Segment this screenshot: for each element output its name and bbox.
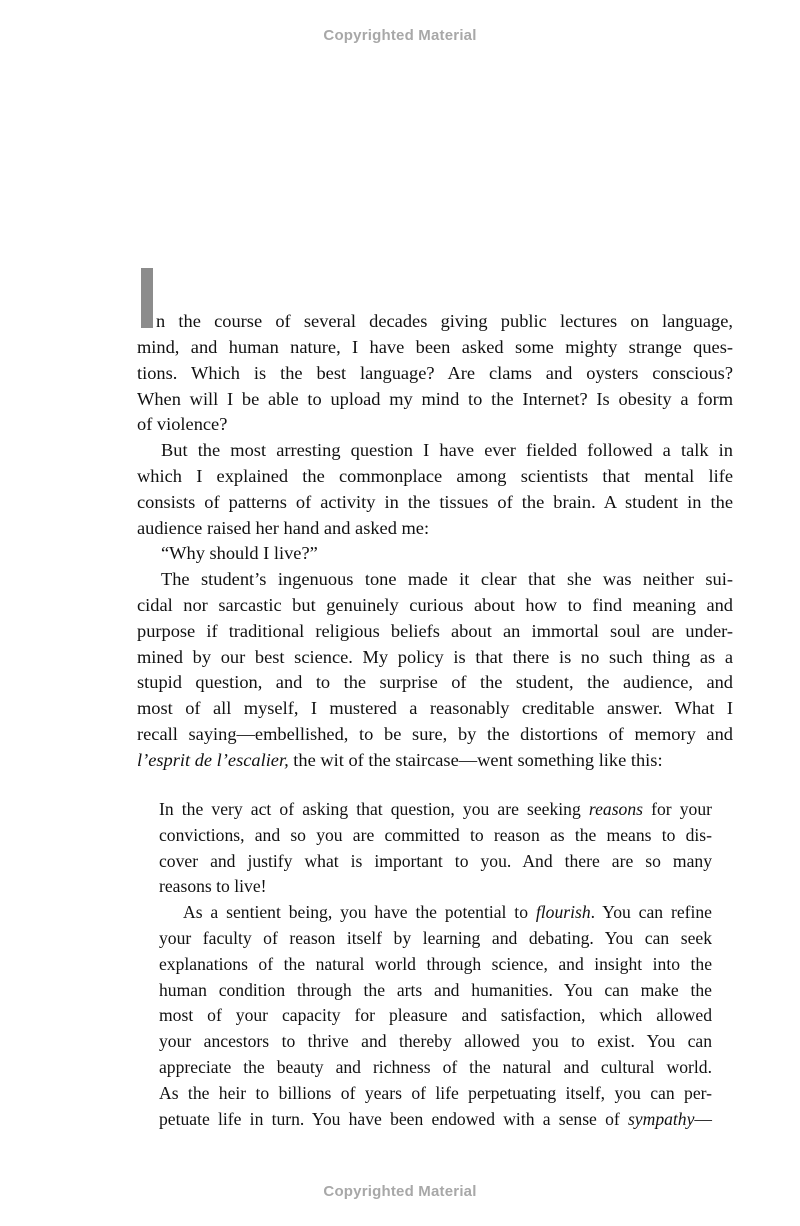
text-line: mined by our best science. My policy is that there is no such thing as a: [137, 646, 733, 667]
text-line: The student’s ingenuous tone made it clear that she was neither sui-: [161, 569, 733, 590]
italic-word: sympathy: [627, 1108, 695, 1129]
text-line: convictions, and so you are committed to reason as the means to dis-: [159, 824, 712, 845]
text-line: your ancestors to thrive and thereby allowed you to exist. You can: [159, 1031, 712, 1052]
copyright-watermark-bottom: Copyrighted Material: [323, 1183, 477, 1200]
text-line: mind, and human nature, I have been asked some mighty strange ques-: [137, 337, 733, 357]
text-line: your faculty of reason itself by learning and debating. You can seek: [159, 927, 712, 948]
text-line: stupid question, and to the surprise of the student, the audience, and: [137, 672, 733, 693]
text-line: But the most arresting question I have ever fielded followed a talk in: [161, 440, 733, 461]
block-quote: [159, 797, 712, 1132]
text-line: appreciate the beauty and richness of the natural and cultural world.: [159, 1056, 712, 1077]
text-line: n the course of several decades giving public lectures on language,: [156, 311, 733, 331]
text-line: human condition through the arts and humanities. You can make the: [159, 979, 712, 1000]
text-line: most of all myself, I mustered a reasonably creditable answer. What I: [137, 698, 733, 719]
text-line: cidal nor sarcastic but genuinely curious about how to find meaning and: [137, 594, 733, 615]
text-line: reasons to live!: [159, 876, 267, 897]
text-line: recall saying—embellished, to be sure, by the distortions of memory and: [137, 723, 733, 744]
italic-word: flourish: [535, 902, 591, 923]
text-line: of violence?: [137, 414, 228, 435]
text-line: As a sentient being, you have the potential to flourish. You can refine: [183, 902, 712, 923]
text-line: tions. Which is the best language? Are clams and oysters conscious?: [137, 362, 733, 383]
text-line: petuate life in turn. You have been endowed with a sense of sympathy—: [159, 1108, 712, 1129]
italic-word: reasons: [588, 799, 643, 819]
text-line: cover and justify what is important to you. And there are so many: [159, 850, 712, 871]
copyright-watermark-top: Copyrighted Material: [323, 27, 477, 44]
text-line: audience raised her hand and asked me:: [137, 517, 430, 538]
italic-phrase: l’esprit de l’escalier,: [137, 749, 289, 770]
text-line: explanations of the natural world through science, and insight into the: [159, 953, 712, 974]
text-line: purpose if traditional religious beliefs about an immortal soul are under-: [137, 620, 733, 641]
text-line: which I explained the commonplace among scientists that mental life: [137, 465, 733, 486]
quoted-question: “Why should I live?”: [161, 543, 318, 564]
text-line: l’esprit de l’escalier, the wit of the staircase—went something like this:: [137, 749, 663, 770]
text-line: As the heir to billions of years of life perpetuating itself, you can per-: [159, 1082, 712, 1103]
text-line: In the very act of asking that question, you are seeking reasons for your: [159, 799, 712, 819]
text-line: When will I be able to upload my mind to the Internet? Is obesity a form: [137, 388, 733, 409]
paragraph-opening-continued: [137, 335, 733, 774]
text-line: consists of patterns of activity in the tissues of the brain. A student in the: [137, 491, 733, 512]
text-line: most of your capacity for pleasure and satisfaction, which allowed: [159, 1005, 712, 1026]
